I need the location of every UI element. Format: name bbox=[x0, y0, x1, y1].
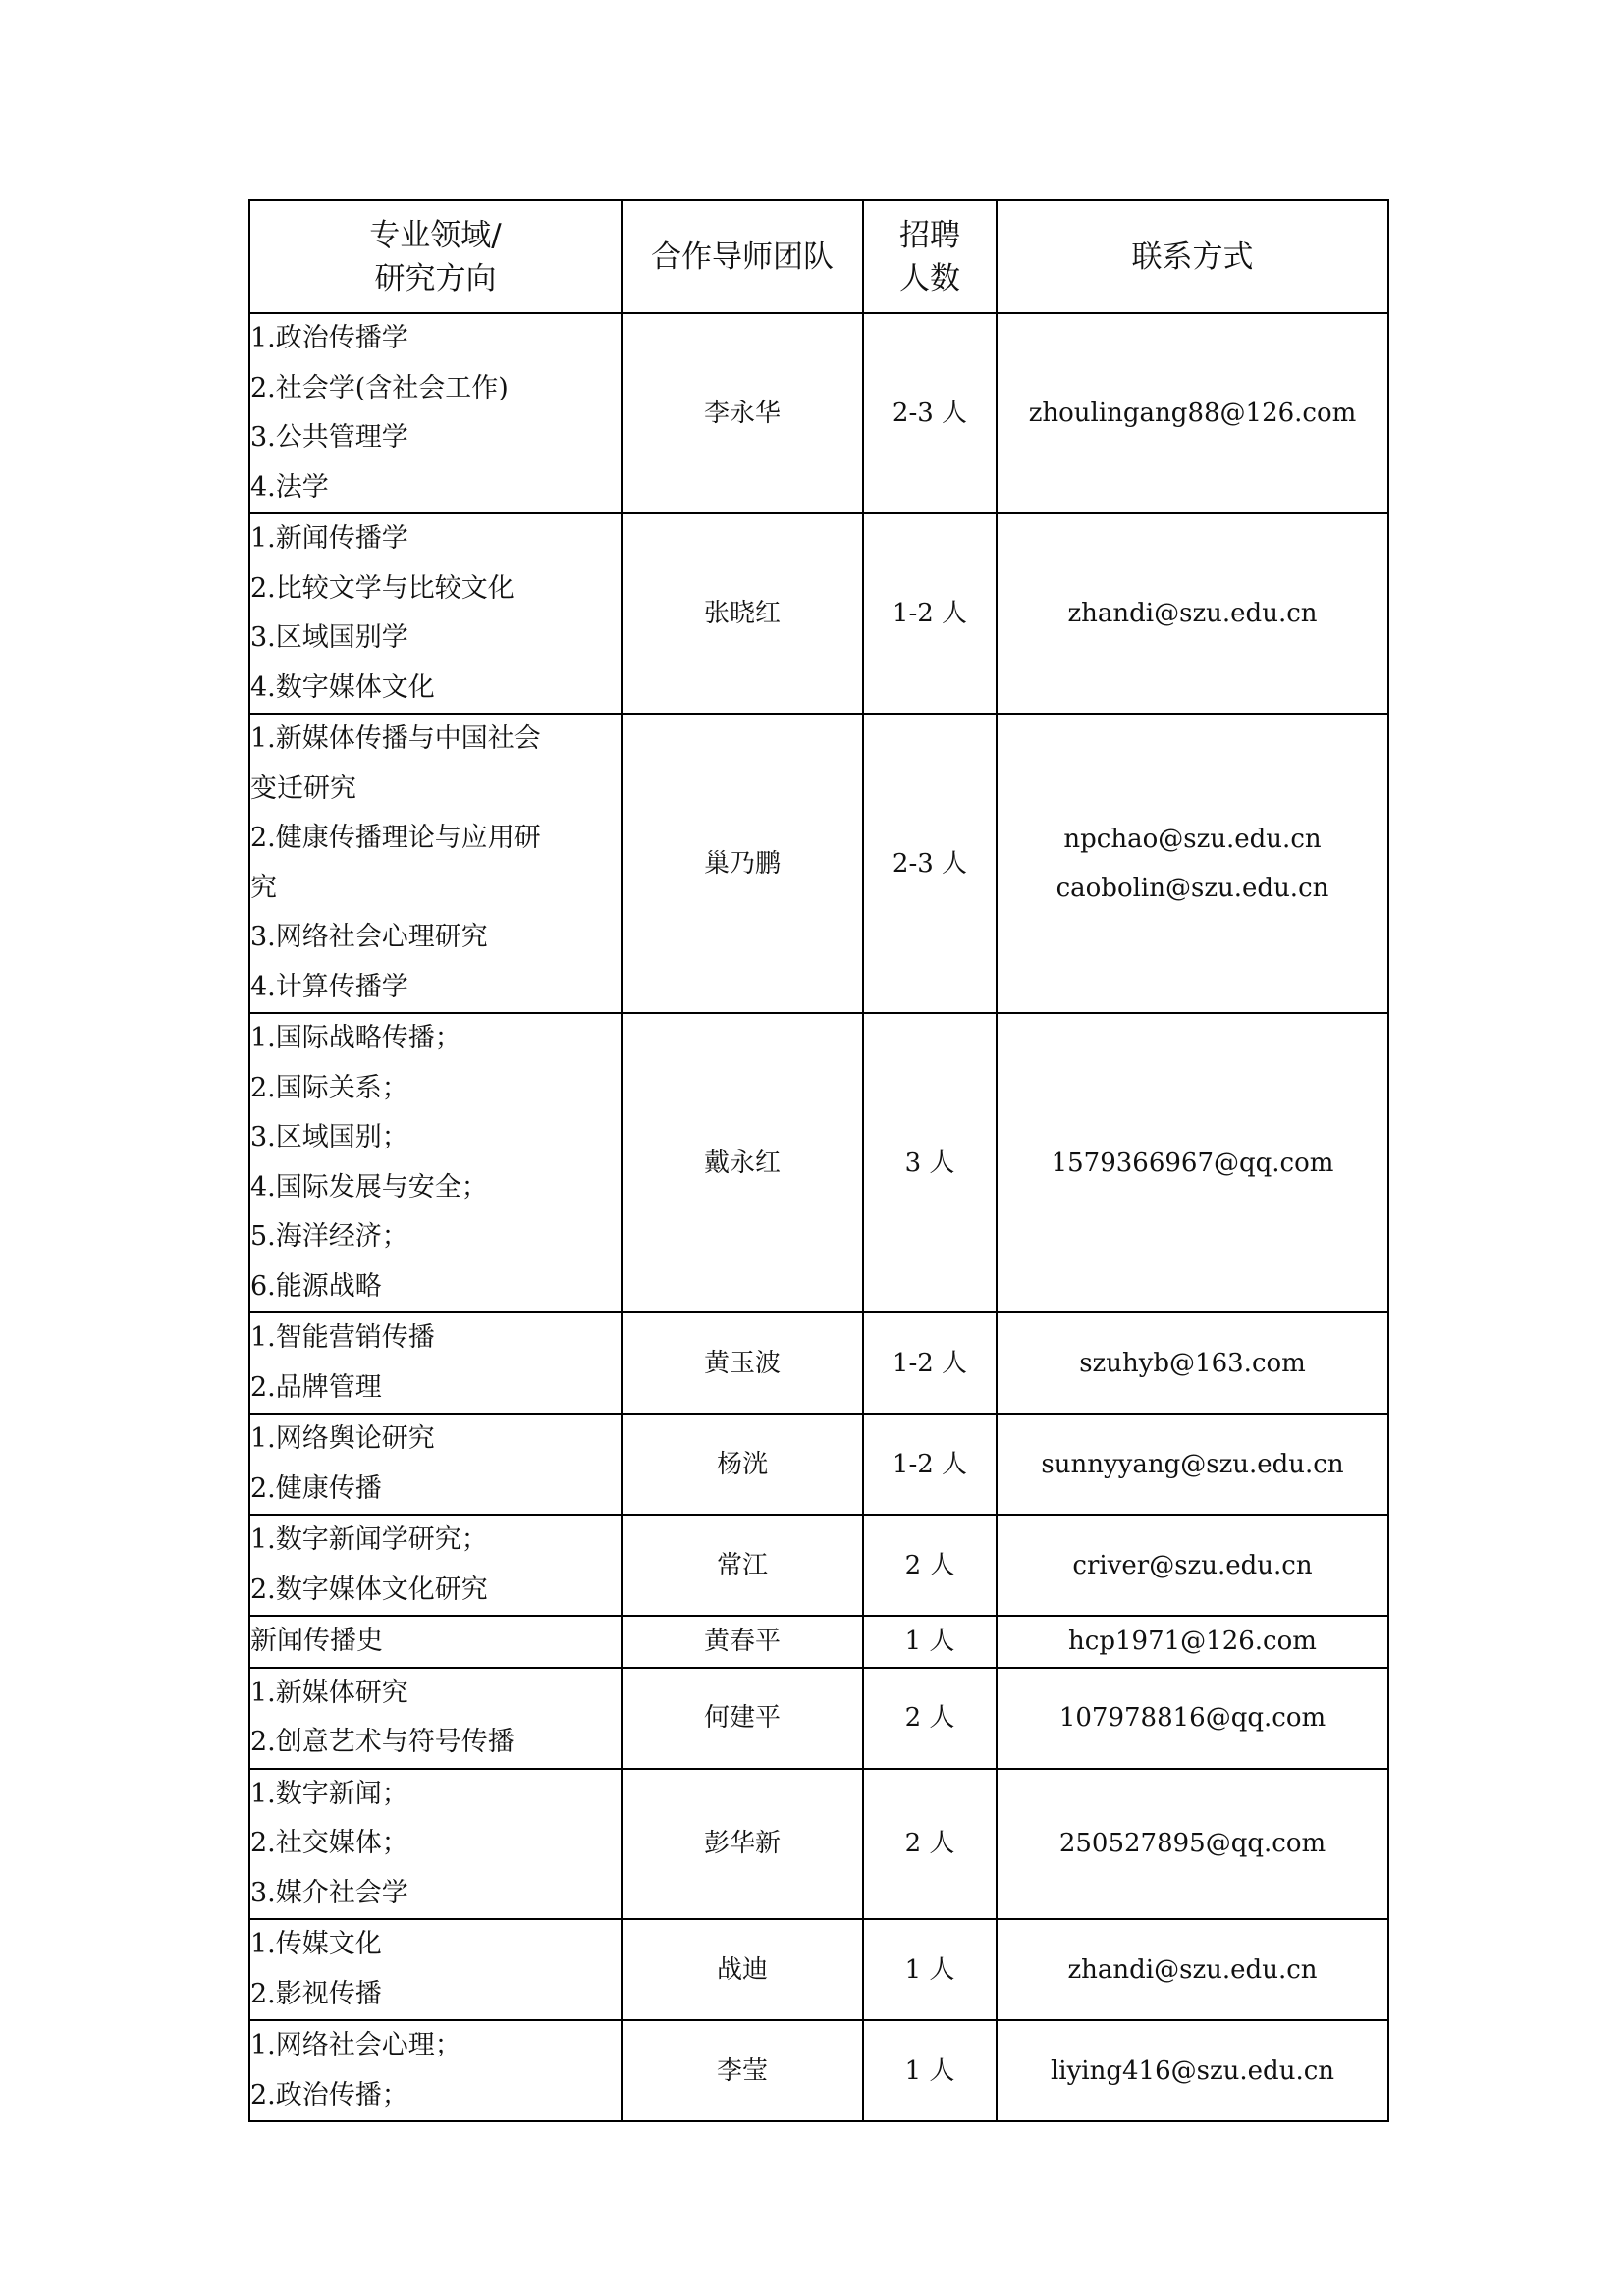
field-line: 1.传媒文化 bbox=[250, 1929, 382, 1959]
contact-email: 107978816@qq.com bbox=[1058, 1703, 1326, 1733]
header-count-line-2: 人数 bbox=[899, 260, 960, 296]
field-line: 6.能源战略 bbox=[250, 1270, 382, 1302]
count-cell: 2 人 bbox=[863, 1769, 997, 1920]
contact-cell bbox=[997, 1616, 1388, 1668]
count-cell: 1-2 人 bbox=[863, 513, 997, 714]
contact-cell bbox=[997, 313, 1388, 513]
field-line: 2.创意艺术与符号传播 bbox=[250, 1727, 514, 1757]
contact-cell bbox=[997, 1919, 1388, 2020]
header-contact: 联系方式 bbox=[997, 200, 1388, 313]
field-line: 变迁研究 bbox=[250, 773, 356, 804]
count-cell: 2 人 bbox=[863, 1668, 997, 1769]
field-line: 1.国际战略传播； bbox=[250, 1023, 461, 1053]
field-line: 新闻传播史 bbox=[250, 1626, 383, 1656]
table-row bbox=[249, 1616, 1388, 1668]
contact-email: 250527895@qq.com bbox=[1058, 1829, 1326, 1859]
team-cell: 张晓红 bbox=[622, 513, 863, 714]
table-row bbox=[249, 1414, 1388, 1515]
field-line: 4.计算传播学 bbox=[250, 971, 408, 1002]
field-line: 1.新闻传播学 bbox=[250, 523, 408, 554]
table-row bbox=[249, 1769, 1388, 1920]
header-field-line-2: 研究方向 bbox=[374, 260, 497, 296]
field-line: 3.区域国别； bbox=[250, 1122, 408, 1152]
field-cell bbox=[249, 513, 622, 714]
field-cell bbox=[249, 1668, 622, 1769]
field-line: 2.健康传播 bbox=[250, 1472, 382, 1504]
count-cell: 2-3 人 bbox=[863, 313, 997, 513]
contact-email: npchao@szu.edu.cn bbox=[1063, 824, 1322, 854]
field-line: 2.健康传播理论与应用研 bbox=[250, 823, 541, 853]
team-cell: 彭华新 bbox=[622, 1769, 863, 1920]
header-count bbox=[863, 200, 997, 313]
contact-cell bbox=[997, 1013, 1388, 1312]
header-field-line-1: 专业领域/ bbox=[369, 217, 502, 253]
team-cell: 黄春平 bbox=[622, 1616, 863, 1668]
table-row bbox=[249, 313, 1388, 513]
contact-cell bbox=[997, 1668, 1388, 1769]
count-cell: 2-3 人 bbox=[863, 714, 997, 1013]
field-cell bbox=[249, 714, 622, 1013]
team-cell: 杨洸 bbox=[622, 1414, 863, 1515]
field-line: 4.数字媒体文化 bbox=[250, 671, 435, 703]
table-row bbox=[249, 714, 1388, 1013]
field-line: 2.比较文学与比较文化 bbox=[250, 572, 514, 604]
field-line: 3.网络社会心理研究 bbox=[250, 922, 488, 952]
team-cell: 战迪 bbox=[622, 1919, 863, 2020]
field-line: 2.社会学(含社会工作) bbox=[250, 372, 509, 403]
team-cell: 李永华 bbox=[622, 313, 863, 513]
count-cell: 3 人 bbox=[863, 1013, 997, 1312]
field-line: 1.新媒体传播与中国社会 bbox=[250, 723, 541, 754]
field-cell bbox=[249, 1919, 622, 2020]
contact-email: hcp1971@126.com bbox=[1068, 1627, 1317, 1657]
field-line: 1.数字新闻学研究； bbox=[250, 1524, 488, 1555]
field-line: 4.国际发展与安全； bbox=[250, 1171, 488, 1202]
table-row bbox=[249, 1515, 1388, 1616]
contact-cell bbox=[997, 1312, 1388, 1414]
team-cell: 黄玉波 bbox=[622, 1312, 863, 1414]
team-cell: 戴永红 bbox=[622, 1013, 863, 1312]
contact-cell bbox=[997, 2020, 1388, 2121]
field-cell bbox=[249, 313, 622, 513]
field-line: 1.政治传播学 bbox=[250, 323, 408, 353]
count-cell: 1-2 人 bbox=[863, 1312, 997, 1414]
field-line: 5.海洋经济； bbox=[250, 1221, 408, 1252]
table-row bbox=[249, 1013, 1388, 1312]
team-cell: 常江 bbox=[622, 1515, 863, 1616]
field-line: 究 bbox=[250, 872, 277, 903]
field-line: 2.数字媒体文化研究 bbox=[250, 1574, 488, 1605]
contact-email: zhandi@szu.edu.cn bbox=[1067, 599, 1318, 628]
field-line: 2.政治传播； bbox=[250, 2079, 408, 2110]
team-cell: 巢乃鹏 bbox=[622, 714, 863, 1013]
contact-email: zhandi@szu.edu.cn bbox=[1067, 1954, 1318, 1985]
field-cell bbox=[249, 1013, 622, 1312]
header-count-line-1: 招聘 bbox=[899, 217, 960, 253]
field-cell bbox=[249, 2020, 622, 2121]
field-line: 1.智能营销传播 bbox=[250, 1322, 435, 1353]
count-cell: 2 人 bbox=[863, 1515, 997, 1616]
contact-email: criver@szu.edu.cn bbox=[1072, 1550, 1313, 1580]
table-row bbox=[249, 2020, 1388, 2121]
table-body bbox=[249, 313, 1388, 2121]
table-row bbox=[249, 1919, 1388, 2020]
field-cell bbox=[249, 1312, 622, 1414]
field-line: 2.国际关系； bbox=[250, 1072, 408, 1103]
field-line: 2.品牌管理 bbox=[250, 1371, 382, 1403]
recruitment-table bbox=[248, 199, 1389, 2122]
count-cell: 1-2 人 bbox=[863, 1414, 997, 1515]
contact-email: szuhyb@163.com bbox=[1079, 1348, 1306, 1378]
header-row bbox=[249, 200, 1388, 313]
count-cell: 1 人 bbox=[863, 1919, 997, 2020]
field-line: 1.网络社会心理； bbox=[250, 2030, 461, 2060]
contact-email: sunnyyang@szu.edu.cn bbox=[1041, 1449, 1344, 1479]
table-row bbox=[249, 1312, 1388, 1414]
header-field bbox=[249, 200, 622, 313]
count-cell: 1 人 bbox=[863, 1616, 997, 1668]
field-line: 2.影视传播 bbox=[250, 1978, 382, 2009]
field-line: 1.网络舆论研究 bbox=[250, 1423, 435, 1454]
field-cell bbox=[249, 1414, 622, 1515]
field-line: 3.区域国别学 bbox=[250, 622, 408, 653]
contact-email: liying416@szu.edu.cn bbox=[1050, 2056, 1335, 2086]
contact-email: caobolin@szu.edu.cn bbox=[1056, 873, 1329, 903]
contact-cell bbox=[997, 714, 1388, 1013]
field-line: 1.数字新闻； bbox=[250, 1778, 408, 1809]
team-cell: 何建平 bbox=[622, 1668, 863, 1769]
contact-cell bbox=[997, 513, 1388, 714]
contact-cell bbox=[997, 1769, 1388, 1920]
table-row bbox=[249, 1668, 1388, 1769]
count-cell: 1 人 bbox=[863, 2020, 997, 2121]
field-line: 3.媒介社会学 bbox=[250, 1877, 408, 1908]
field-line: 3.公共管理学 bbox=[250, 422, 408, 453]
field-line: 1.新媒体研究 bbox=[250, 1677, 408, 1708]
team-cell: 李莹 bbox=[622, 2020, 863, 2121]
field-cell bbox=[249, 1616, 622, 1668]
header-team: 合作导师团队 bbox=[622, 200, 863, 313]
field-cell bbox=[249, 1769, 622, 1920]
contact-email: 1579366967@qq.com bbox=[1051, 1148, 1334, 1178]
contact-cell bbox=[997, 1414, 1388, 1515]
field-line: 4.法学 bbox=[250, 471, 329, 503]
field-line: 2.社交媒体； bbox=[250, 1828, 408, 1858]
table-row bbox=[249, 513, 1388, 714]
contact-cell bbox=[997, 1515, 1388, 1616]
contact-email: zhoulingang88@126.com bbox=[1028, 399, 1357, 428]
field-cell bbox=[249, 1515, 622, 1616]
